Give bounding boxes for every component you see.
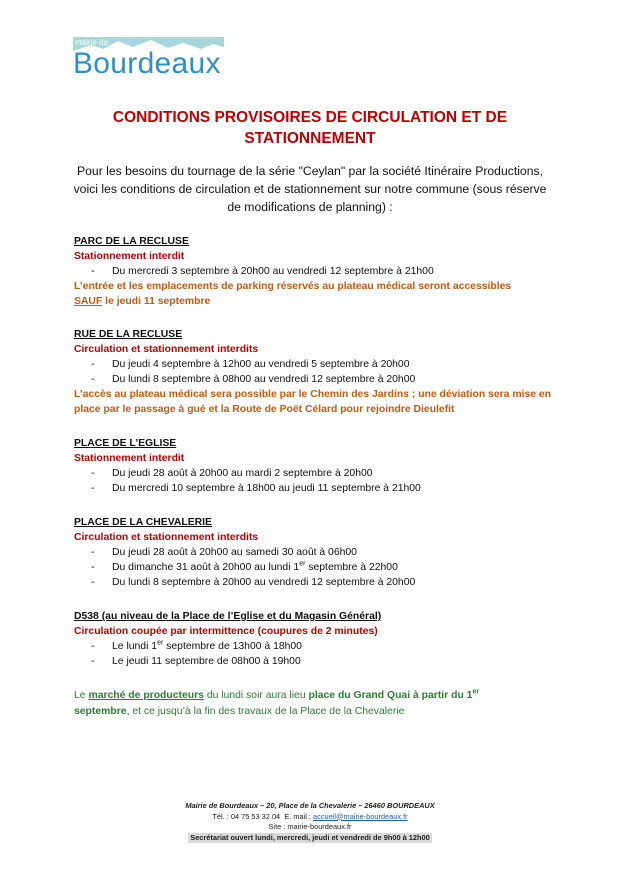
section-note: L’accès au plateau médical sera possible par le Chemin des Jardins ; une déviation sera mise en place par le passage à gué et la Route de Poët Célard pour rejoindre Dieulefit [74,389,552,415]
footer-contact: Tél. : 04 75 53 32 04 E. mail : accueil@mairie-bourdeaux.fr [212,811,408,821]
logo-name: Bourdeaux [73,47,221,80]
restriction-label: Circulation et stationnement interdits [74,532,259,543]
email-link[interactable]: accueil@mairie-bourdeaux.fr [313,811,408,821]
section-heading: RUE DE LA RECLUSE [74,329,183,340]
date-item: - Le jeudi 11 septembre de 08h00 à 19h00 [91,656,301,667]
date-list [74,264,574,279]
date-item: - Du lundi 8 septembre à 08h00 au vendredi 12 septembre à 20h00 [91,374,416,385]
mairie-logo [73,37,224,82]
date-item: - Du mercredi 10 septembre à 18h00 au jeudi 11 septembre à 21h00 [91,483,421,494]
restriction-label: Stationnement interdit [74,453,185,464]
date-item: - Du mercredi 3 septembre à 20h00 au vendredi 12 septembre à 21h00 [91,266,434,277]
section-place-chevalerie [74,515,574,590]
date-item: - Du jeudi 4 septembre à 12h00 au vendredi 5 septembre à 20h00 [91,359,410,370]
section-heading: PLACE DE L’EGLISE [74,438,177,449]
logo-small-text: mairie de [75,38,108,47]
date-item: - Du dimanche 31 août à 20h00 au lundi 1er septembre à 22h00 [91,560,398,573]
restriction-label: Circulation coupée par intermittence (coupures de 2 minutes) [74,626,378,637]
section-parc-recluse [74,234,574,309]
intro-paragraph: Pour les besoins du tournage de la série "Ceylan" par la société Itinéraire Productions, voici les conditions de circulation et de stationnement sur notre commune (sous réserve de modifications de planning) : [73,164,547,214]
date-item: - Du lundi 8 septembre à 20h00 au vendredi 12 septembre à 20h00 [91,577,416,588]
section-d538 [74,609,574,669]
section-place-eglise [74,436,574,496]
footer-site: Site : mairie-bourdeaux.fr [268,822,352,831]
footer-address: Mairie de Bourdeaux – 20, Place de la Chevalerie – 26460 BOURDEAUX [185,801,435,810]
date-list [74,357,574,387]
date-list [74,639,574,669]
date-list [74,466,574,496]
date-item: - Le lundi 1er septembre de 13h00 à 18h00 [91,639,302,652]
date-item: - Du jeudi 28 août à 20h00 au samedi 30 août à 06h00 [91,547,357,558]
section-heading: PLACE DE LA CHEVALERIE [74,517,212,528]
page-title: CONDITIONS PROVISOIRES DE CIRCULATION ET DE STATIONNEMENT [112,109,508,147]
date-item: - Du jeudi 28 août à 20h00 au mardi 2 septembre à 20h00 [91,468,373,479]
footer-hours: Secrétariat ouvert lundi, mercredi, jeudi et vendredi de 9h00 à 12h00 [190,832,430,842]
market-notice: Le marché de producteurs du lundi soir aura lieu place du Grand Quai à partir du 1er septembre, et ce jusqu’à la fin des travaux de la Place de la Chevalerie [74,688,480,717]
page-footer [150,801,470,843]
section-rue-recluse [74,327,574,417]
section-note: L’entrée et les emplacements de parking réservés au plateau médical seront accessibles SAUF le jeudi 11 septembre [74,281,512,307]
section-heading: PARC DE LA RECLUSE [74,236,189,247]
date-list [74,545,574,590]
restriction-label: Circulation et stationnement interdits [74,344,259,355]
restriction-label: Stationnement interdit [74,251,185,262]
section-heading: D538 (au niveau de la Place de l’Eglise et du Magasin Général) [74,611,382,622]
